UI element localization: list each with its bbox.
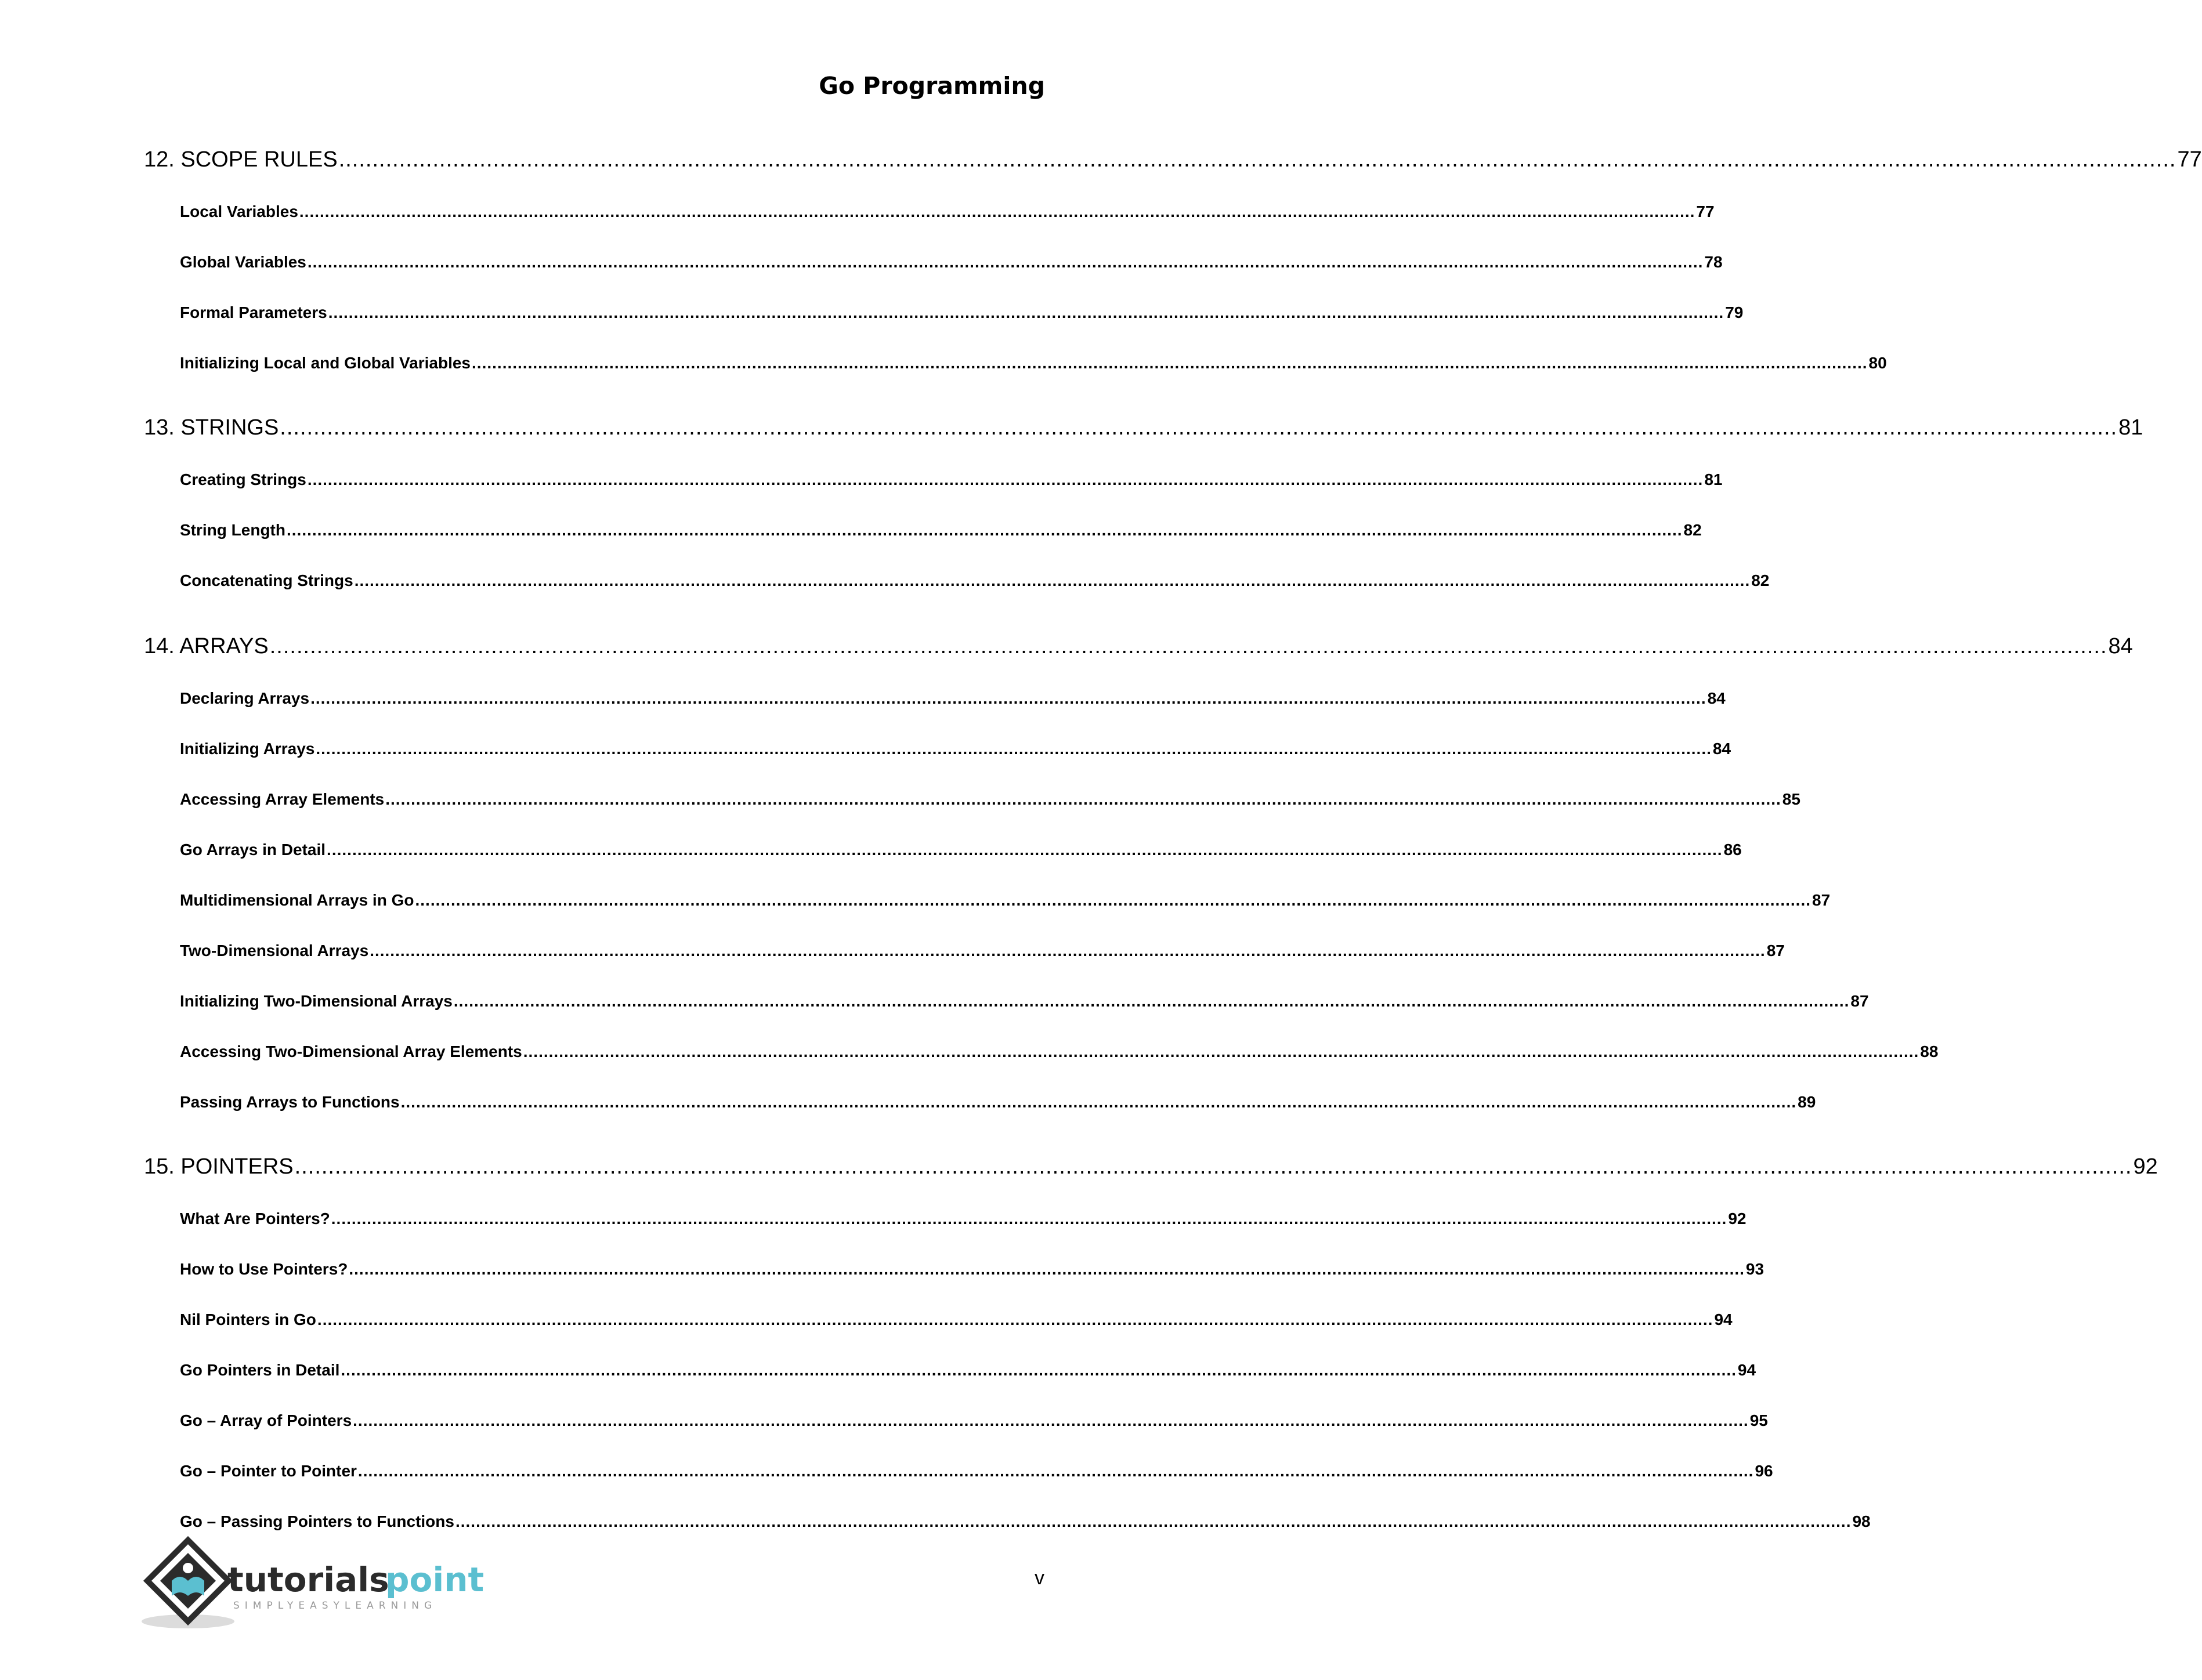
toc-page-number: 84: [2108, 634, 2133, 658]
toc-dot-leader: ..................................................................................................................................................................................................................................................................................: [328, 303, 1724, 321]
toc-section-row[interactable]: [144, 200, 1715, 224]
toc-chapter-row[interactable]: [144, 1151, 2158, 1182]
toc-chapter-row[interactable]: [144, 631, 2133, 662]
toc-entry-title: 12. SCOPE RULES: [144, 147, 338, 172]
toc-dot-leader: ..................................................................................................................................................................................................................................................................................: [317, 1310, 1713, 1328]
tutorialspoint-logo: [142, 1534, 484, 1633]
svg-text:SIMPLYEASYLEARNING: SIMPLYEASYLEARNING: [233, 1600, 437, 1612]
toc-chapter-row[interactable]: [144, 144, 2202, 175]
toc-entry-title: Accessing Array Elements: [180, 790, 385, 808]
toc-section-row[interactable]: [144, 1509, 1871, 1534]
toc-page-number: 94: [1714, 1310, 1733, 1328]
toc-section-row[interactable]: [144, 250, 1723, 274]
toc-entry-title: Go Pointers in Detail: [180, 1361, 340, 1379]
toc-entry-title: Declaring Arrays: [180, 689, 310, 707]
toc-page-number: 95: [1749, 1411, 1768, 1429]
toc-entry-title: Initializing Arrays: [180, 740, 315, 758]
toc-entry-title: Local Variables: [180, 202, 298, 220]
toc-page-number: 93: [1745, 1260, 1765, 1278]
toc-section-row[interactable]: [144, 300, 1744, 325]
toc-section-row[interactable]: [144, 1090, 1816, 1114]
page-number: v: [1035, 1567, 1044, 1589]
toc-entry-title: Passing Arrays to Functions: [180, 1093, 400, 1111]
toc-page-number: 82: [1751, 571, 1770, 589]
toc-page-number: 82: [1683, 521, 1702, 539]
toc-entry-title: Go – Pointer to Pointer: [180, 1462, 357, 1480]
page-header-title: Go Programming: [819, 72, 1045, 100]
toc-page-number: 92: [1728, 1210, 1747, 1228]
toc-dot-leader: ..................................................................................................................................................................................................................................................................................: [331, 1210, 1727, 1228]
toc-dot-leader: ..................................................................................................................................................................................................................................................................................: [523, 1042, 1919, 1060]
toc-page-number: 84: [1707, 689, 1726, 707]
toc-dot-leader: ..................................................................................................................................................................................................................................................................................: [327, 841, 1723, 859]
toc-page-number: 79: [1725, 303, 1744, 321]
toc-section-row[interactable]: [144, 686, 1726, 711]
toc-page-number: 86: [1723, 841, 1742, 859]
toc-page-number: 96: [1755, 1462, 1773, 1480]
toc-page-number: 87: [1812, 891, 1831, 909]
toc-section-row[interactable]: [144, 1257, 1765, 1281]
toc-dot-leader: ..................................................................................................................................................................................................................................................................................: [307, 470, 1704, 488]
toc-section-row[interactable]: [144, 838, 1742, 862]
toc-entry-title: Go – Array of Pointers: [180, 1411, 352, 1429]
toc-dot-leader: ..................................................................................................................................................................................................................................................................................: [353, 1411, 1749, 1429]
toc-dot-leader: ..................................................................................................................................................................................................................................................................................: [269, 634, 2107, 658]
toc-section-row[interactable]: [144, 1358, 1756, 1382]
toc-dot-leader: ..................................................................................................................................................................................................................................................................................: [310, 689, 1706, 707]
toc-chapter-row[interactable]: [144, 412, 2143, 443]
toc-entry-title: Two-Dimensional Arrays: [180, 942, 369, 960]
toc-page-number: 84: [1712, 740, 1731, 758]
toc-dot-leader: ..................................................................................................................................................................................................................................................................................: [415, 891, 1812, 909]
toc-page-number: 87: [1766, 942, 1785, 960]
toc-entry-title: How to Use Pointers?: [180, 1260, 348, 1278]
toc-dot-leader: ..................................................................................................................................................................................................................................................................................: [316, 740, 1712, 758]
toc-section-row[interactable]: [144, 569, 1770, 593]
toc-section-row[interactable]: [144, 1207, 1747, 1231]
toc-dot-leader: ..................................................................................................................................................................................................................................................................................: [338, 147, 2176, 172]
toc-page-number: 77: [2177, 147, 2202, 172]
toc-entry-title: 15. POINTERS: [144, 1154, 294, 1179]
toc-page-number: 81: [1704, 470, 1723, 488]
toc-page-number: 89: [1798, 1093, 1816, 1111]
toc-dot-leader: ..................................................................................................................................................................................................................................................................................: [299, 202, 1695, 220]
toc-entry-title: Accessing Two-Dimensional Array Elements: [180, 1042, 522, 1060]
toc-page-number: 77: [1696, 202, 1715, 220]
toc-section-row[interactable]: [144, 787, 1800, 812]
toc-page-number: 88: [1920, 1042, 1939, 1060]
table-of-contents: [144, 0, 2202, 1680]
toc-entry-title: 13. STRINGS: [144, 415, 279, 440]
toc-dot-leader: ..................................................................................................................................................................................................................................................................................: [307, 253, 1704, 271]
toc-entry-title: 14. ARRAYS: [144, 634, 269, 658]
toc-dot-leader: ..................................................................................................................................................................................................................................................................................: [357, 1462, 1754, 1480]
toc-section-row[interactable]: [144, 737, 1731, 761]
toc-page-number: 81: [2118, 415, 2143, 440]
toc-dot-leader: ..................................................................................................................................................................................................................................................................................: [370, 942, 1766, 960]
toc-page-number: 87: [1850, 992, 1869, 1010]
toc-page-number: 78: [1704, 253, 1723, 271]
toc-entry-title: Initializing Local and Global Variables: [180, 354, 471, 372]
toc-section-row[interactable]: [144, 1459, 1773, 1483]
toc-dot-leader: ..................................................................................................................................................................................................................................................................................: [472, 354, 1868, 372]
svg-text:tutorials: tutorials: [227, 1560, 389, 1599]
toc-dot-leader: ..................................................................................................................................................................................................................................................................................: [385, 790, 1781, 808]
toc-dot-leader: ..................................................................................................................................................................................................................................................................................: [453, 992, 1850, 1010]
toc-entry-title: Go – Passing Pointers to Functions: [180, 1512, 454, 1530]
toc-page-number: 94: [1737, 1361, 1756, 1379]
toc-entry-title: Multidimensional Arrays in Go: [180, 891, 414, 909]
toc-entry-title: Nil Pointers in Go: [180, 1310, 316, 1328]
toc-section-row[interactable]: [144, 518, 1702, 542]
toc-section-row[interactable]: [144, 1040, 1939, 1064]
toc-dot-leader: ..................................................................................................................................................................................................................................................................................: [341, 1361, 1737, 1379]
toc-entry-title: Formal Parameters: [180, 303, 327, 321]
toc-entry-title: Concatenating Strings: [180, 571, 353, 589]
toc-page-number: 92: [2133, 1154, 2158, 1179]
toc-entry-title: Initializing Two-Dimensional Arrays: [180, 992, 453, 1010]
tutorialspoint-logo-icon: [142, 1534, 484, 1633]
toc-section-row[interactable]: [144, 939, 1785, 963]
svg-text:point: point: [385, 1560, 484, 1599]
toc-section-row[interactable]: [144, 1409, 1768, 1433]
toc-dot-leader: ..................................................................................................................................................................................................................................................................................: [400, 1093, 1797, 1111]
toc-entry-title: Go Arrays in Detail: [180, 841, 326, 859]
toc-section-row[interactable]: [144, 351, 1887, 375]
toc-section-row[interactable]: [144, 1308, 1733, 1332]
toc-entry-title: Creating Strings: [180, 470, 306, 488]
toc-dot-leader: ..................................................................................................................................................................................................................................................................................: [294, 1154, 2132, 1179]
toc-dot-leader: ..................................................................................................................................................................................................................................................................................: [286, 521, 1683, 539]
toc-entry-title: String Length: [180, 521, 285, 539]
toc-section-row[interactable]: [144, 888, 1831, 913]
toc-section-row[interactable]: [144, 989, 1869, 1013]
toc-dot-leader: ..................................................................................................................................................................................................................................................................................: [349, 1260, 1745, 1278]
toc-dot-leader: ..................................................................................................................................................................................................................................................................................: [354, 571, 1751, 589]
toc-page-number: 80: [1868, 354, 1887, 372]
toc-entry-title: Global Variables: [180, 253, 306, 271]
toc-dot-leader: ..................................................................................................................................................................................................................................................................................: [455, 1512, 1852, 1530]
toc-page-number: 85: [1782, 790, 1800, 808]
toc-section-row[interactable]: [144, 468, 1723, 492]
toc-entry-title: What Are Pointers?: [180, 1210, 330, 1228]
toc-page-number: 98: [1852, 1512, 1871, 1530]
toc-dot-leader: ..................................................................................................................................................................................................................................................................................: [280, 415, 2118, 440]
